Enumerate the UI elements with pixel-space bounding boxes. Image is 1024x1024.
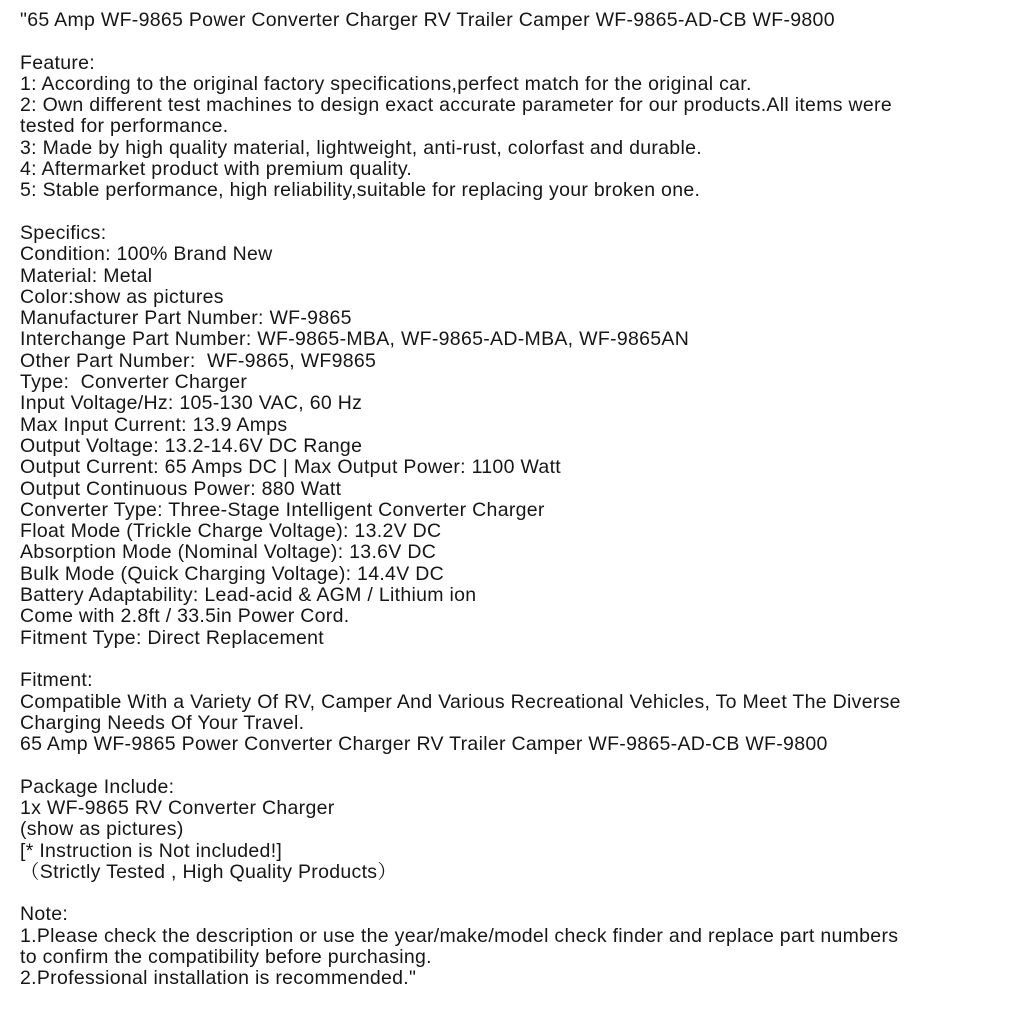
text-line: Manufacturer Part Number: WF-9865	[20, 308, 352, 330]
text-line: (show as pictures)	[20, 819, 184, 841]
text-line: Note:	[20, 904, 69, 926]
text-line: 5: Stable performance, high reliability,suitable for replacing your broken one.	[20, 180, 701, 202]
text-line: Max Input Current: 13.9 Amps	[20, 414, 288, 436]
section-title	[20, 10, 1010, 31]
section-specifics	[20, 223, 1010, 649]
text-line: Type: Converter Charger	[20, 372, 248, 394]
text-line: Float Mode (Trickle Charge Voltage): 13.2V DC	[20, 521, 442, 543]
text-line: 3: Made by high quality material, lightweight, anti-rust, colorfast and durable.	[20, 137, 702, 159]
section-fitment	[20, 670, 1010, 755]
text-line: Specifics:	[20, 222, 107, 244]
text-line: 4: Aftermarket product with premium quality.	[20, 159, 413, 181]
text-line: tested for performance.	[20, 116, 229, 138]
text-line: 2: Own different test machines to design exact accurate parameter for our products.All items were	[20, 95, 892, 117]
text-line: Fitment:	[20, 670, 93, 692]
text-line: Condition: 100% Brand New	[20, 244, 273, 266]
text-line: Fitment Type: Direct Replacement	[20, 627, 325, 649]
text-line: [* Instruction is Not included!]	[20, 840, 283, 862]
text-line: Charging Needs Of Your Travel.	[20, 712, 305, 734]
text-line: to confirm the compatibility before purchasing.	[20, 947, 432, 969]
section-package-include	[20, 777, 1010, 883]
text-line: Other Part Number: WF-9865, WF9865	[20, 350, 377, 372]
text-line: 1x WF-9865 RV Converter Charger	[20, 797, 335, 819]
text-line: 2.Professional installation is recommended."	[20, 968, 417, 990]
text-line: 1.Please check the description or use the year/make/model check finder and replace part numbers	[20, 925, 899, 947]
text-line: "65 Amp WF-9865 Power Converter Charger RV Trailer Camper WF-9865-AD-CB WF-9800	[20, 10, 835, 31]
text-line: Output Continuous Power: 880 Watt	[20, 478, 342, 500]
text-line: 65 Amp WF-9865 Power Converter Charger RV Trailer Camper WF-9865-AD-CB WF-9800	[20, 734, 828, 756]
text-line: （Strictly Tested , High Quality Products）	[20, 861, 398, 883]
text-line: Output Voltage: 13.2-14.6V DC Range	[20, 435, 363, 457]
text-line: Color:show as pictures	[20, 286, 224, 308]
section-feature	[20, 53, 1010, 202]
text-line: Absorption Mode (Nominal Voltage): 13.6V DC	[20, 542, 437, 564]
text-line: Feature:	[20, 52, 96, 74]
section-note	[20, 904, 1010, 989]
text-line: Package Include:	[20, 776, 175, 798]
text-line: Output Current: 65 Amps DC | Max Output Power: 1100 Watt	[20, 457, 562, 479]
text-line: Battery Adaptability: Lead-acid & AGM / Lithium ion	[20, 585, 477, 607]
text-line: Input Voltage/Hz: 105-130 VAC, 60 Hz	[20, 393, 363, 415]
text-line: 1: According to the original factory specifications,perfect match for the original car.	[20, 73, 752, 95]
text-line: Converter Type: Three-Stage Intelligent Converter Charger	[20, 499, 545, 521]
text-line: Compatible With a Variety Of RV, Camper And Various Recreational Vehicles, To Meet The Diverse	[20, 691, 901, 713]
text-line: Interchange Part Number: WF-9865-MBA, WF-9865-AD-MBA, WF-9865AN	[20, 329, 690, 351]
text-line: Come with 2.8ft / 33.5in Power Cord.	[20, 606, 350, 628]
text-line: Bulk Mode (Quick Charging Voltage): 14.4V DC	[20, 563, 444, 585]
text-line: Material: Metal	[20, 265, 153, 287]
